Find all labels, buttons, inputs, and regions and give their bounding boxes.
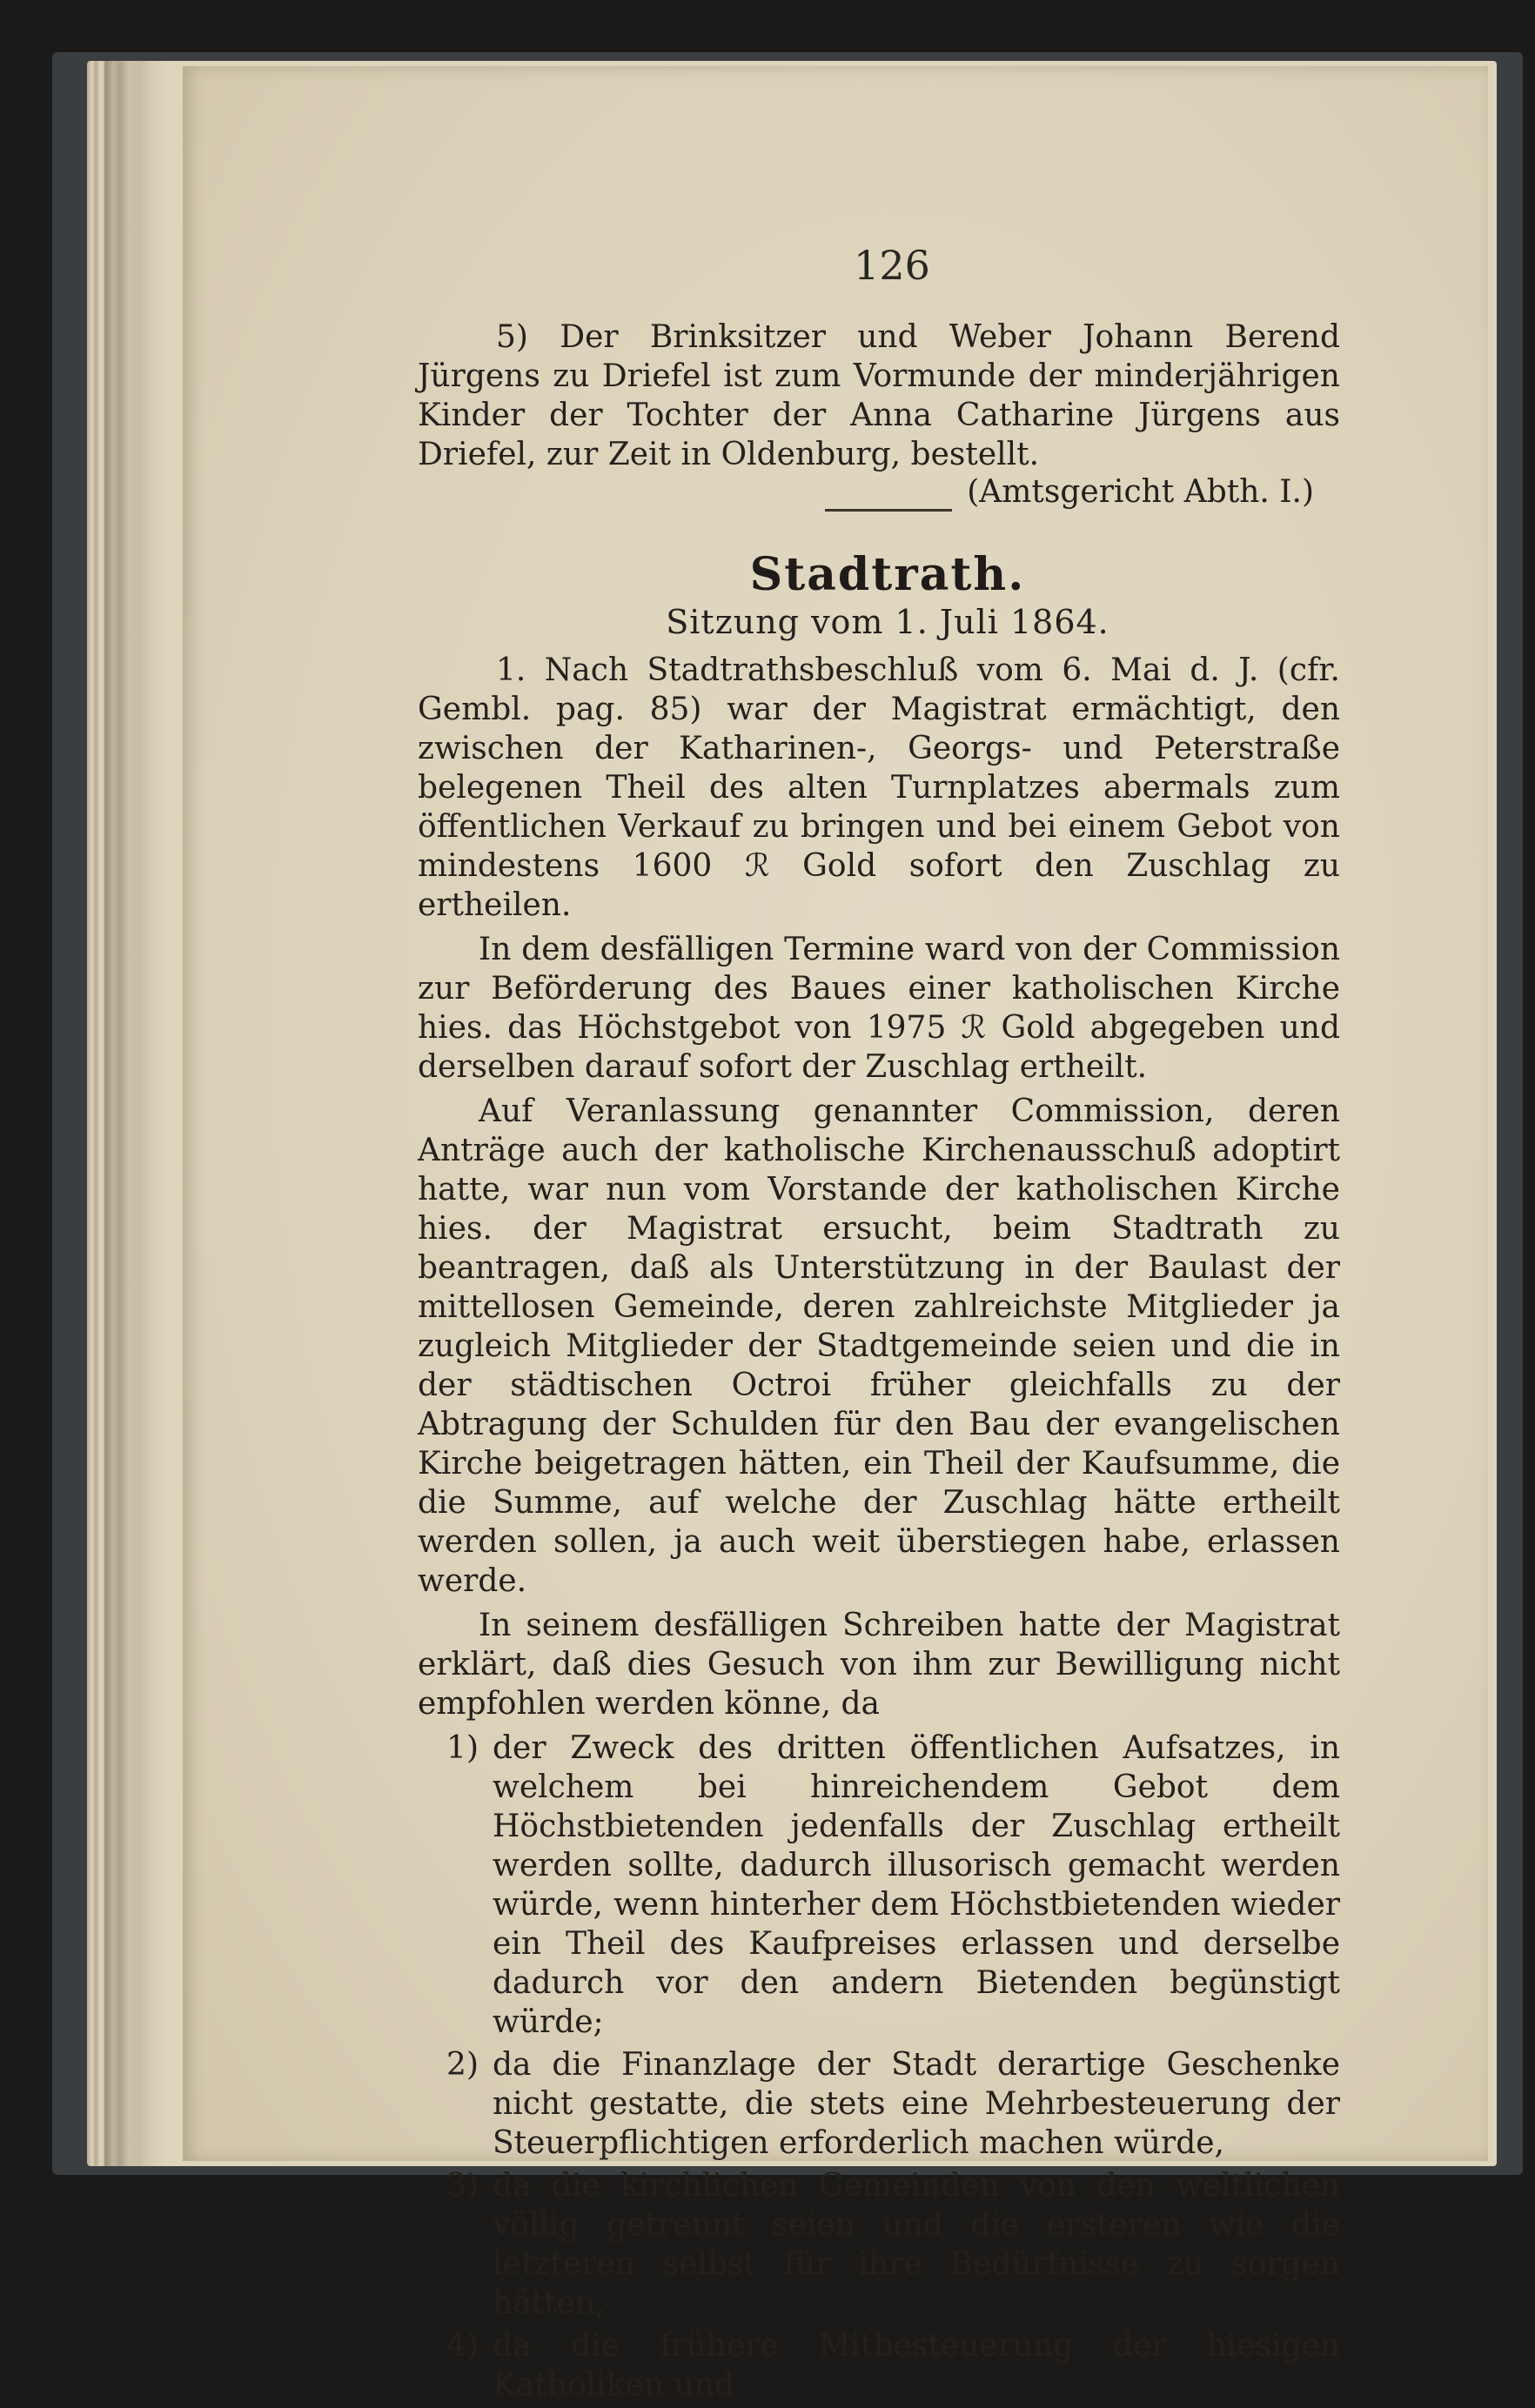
- paragraph: 1. Nach Stadtrathsbeschluß vom 6. Mai d. J. (cfr. Gembl. pag. 85) war der Magistrat ermächtigt, den zwischen der Katharinen-, Georgs- und Peterstraße belegenen Theil des alten Turnplatzes abermals zum öffentlichen Verkauf zu bringen und bei einem Gebot von mindestens 1600 ℛ Gold sofort den Zuschlag zu ertheilen.: [418, 652, 1340, 923]
- section-subheading: Sitzung vom 1. Juli 1864.: [666, 603, 1109, 641]
- list-item-text: da die Finanzlage der Stadt derartige Geschenke nicht gestatte, die stets eine Mehrbesteuerung der Steuerpflichtigen erforderlich machen würde,: [493, 2047, 1340, 2161]
- list-item: [418, 2326, 1340, 2405]
- list-item-number: 1): [446, 1730, 479, 1766]
- list-item-text: da die frühere Mitbesteuerung der hiesigen Katholiken und: [493, 2328, 1340, 2403]
- paragraph: In dem desfälligen Termine ward von der Commission zur Beförderung des Baues einer katholischen Kirche hies. das Höchstgebot von 1975 ℛ Gold abgegeben und derselben darauf sofort der Zuschlag ertheilt.: [418, 932, 1340, 1085]
- list-item-number: 4): [446, 2328, 479, 2364]
- intro-section: [418, 318, 1340, 510]
- reason-list: [418, 1729, 1340, 2405]
- list-item-text: da die kirchlichen Gemeinden von den weltlichen völlig getrennt seien und die ersteren wie die letzteren selbst für ihre Bedürfnisse zu sorgen hätten,: [493, 2168, 1340, 2321]
- gutter-shadow: [104, 61, 148, 2166]
- list-item: [418, 1729, 1340, 2042]
- page-number: 126: [854, 242, 930, 289]
- section-divider: [825, 509, 952, 512]
- list-item-number: 2): [446, 2047, 479, 2083]
- list-item: [418, 2045, 1340, 2163]
- list-item-number: 3): [446, 2168, 479, 2204]
- paragraph: Auf Veranlassung genannter Commission, deren Anträge auch der katholische Kirchenausschuß adoptirt hatte, war nun vom Vorstande der katholischen Kirche hies. der Magistrat ersucht, beim Stadtrath zu beantragen, daß als Unterstützung in der Baulast der mittellosen Gemeinde, deren zahlreichste Mitglieder ja zugleich Mitglieder der Stadtgemeinde seien und die in der städtischen Octroi früher gleichfalls zu der Abtragung der Schulden für den Bau der evangelischen Kirche beigetragen hätten, ein Theil der Kaufsumme, die die Summe, auf welche der Zuschlag hätte ertheilt werden sollen, ja auch weit überstiegen habe, erlassen werde.: [418, 1094, 1340, 1599]
- intro-signature: (Amtsgericht Abth. I.): [967, 474, 1314, 510]
- list-item-text: der Zweck des dritten öffentlichen Aufsatzes, in welchem bei hinreichendem Gebot dem Höchstbietenden jedenfalls der Zuschlag ertheilt werden sollte, dadurch illusorisch gemacht werden würde, wenn hinterher dem Höchstbietenden wieder ein Theil des Kaufpreises erlassen und derselbe dadurch vor den andern Bietenden begünstigt würde;: [493, 1730, 1340, 2040]
- intro-paragraph: 5) Der Brinksitzer und Weber Johann Berend Jürgens zu Driefel ist zum Vormunde der minderjährigen Kinder der Tochter der Anna Catharine Jürgens aus Driefel, zur Zeit in Oldenburg, bestellt.: [418, 319, 1340, 472]
- section-heading: Stadtrath.: [749, 548, 1026, 601]
- paragraph: In seinem desfälligen Schreiben hatte der Magistrat erklärt, daß dies Gesuch von ihm zur Bewilligung nicht empfohlen werden könne, da: [418, 1608, 1340, 1722]
- main-text: [418, 651, 1340, 2408]
- list-item: [418, 2166, 1340, 2323]
